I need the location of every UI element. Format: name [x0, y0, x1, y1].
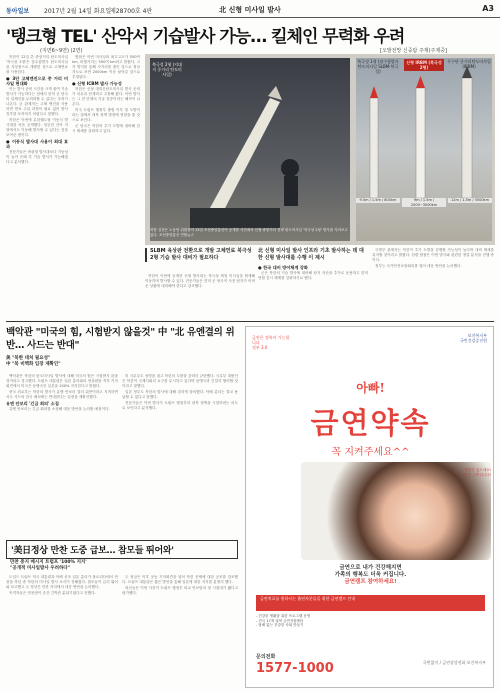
graphic-label-red: 신형 IRBM (북극성 2형) [404, 59, 444, 71]
ad-footer: 국번없이 / 금연상담전화 보건복지부 [422, 660, 486, 665]
page-number: A3 [482, 4, 494, 13]
lead-byline-right: [오발전망 신중탐 주제(주제중] [380, 48, 447, 54]
issue-number: 제28700호 4판 [110, 8, 153, 15]
ad-quote: 중간은 잊으세요! 지금은 금연입니다! [461, 468, 491, 477]
section-title: 北 신형 미사일 발사 [219, 6, 281, 14]
spec-mid: 9.5m / 1.5m / 800km [356, 198, 400, 203]
lead-byline: (지면6~9면) (2면) [40, 48, 83, 54]
missile-comparison [356, 58, 492, 241]
lead-column-4: ● 한국 대비 방어체계 강화 군은 북한의 기습 발사에 대비해 탐지 자산을 추가로 운용하고 한미 연합 감시 체계를 강화하기로 했다. [258, 265, 368, 280]
story3-subhead: 만찬 중지 메시지 트럼프 '100% 지지' "공개적 미사일발사 우려하다" [10, 560, 87, 571]
photo-caption: 북한 김정은 노동당 위원장이 13일 조선중앙통신이 공개한 사진에서 신형 중장거리 전략 탄도미사일 '북극성 2형' 발사를 지켜보고 있다. 조선중앙통신 연합뉴스 [150, 228, 348, 237]
list-item: - 담배 없는 건강한 사회 만들기 [256, 623, 304, 628]
section-divider [6, 321, 494, 322]
lead-column-2: 합참은 이번 미사일의 최고고도가 550여 km, 비행거리는 500여 km라고 밝혔다. 고각 발사를 통해 사거리를 줄인 것으로 정상 각도로 쏘면 2000km 이상 날아갈 것으로 추정된다. ● 신형 ICBM 발사 가능성 북한은 신형 대륙간탄도미사일 발사 준비가 마무리 단계라고 주장해 왔다. 이번 발사는 그 전 단계의 기술 검증이라는 해석이 나온다. 미국 트럼프 행정부 출범 이후 첫 도발이라는 점에서 대북 정책 방향에 영향을 줄 것으로 보인다. 군 당국은 북한의 추가 도발에 대비해 감시 태세를 강화하고 있다. [72, 55, 140, 133]
story3-column-2: 두 정상은 이후 공동 기자회견을 열어 북한 문제에 대한 공조를 강조했다. 트럼프 대통령은 짧은 발언을 통해 일본에 대한 지지를 분명히 했다. 외신들은 이번 사건이 트럼프 행정부 외교 안보팀의 첫 시험대가 됐다고 평가했다. [122, 575, 238, 595]
ad-phone-label: 문의전화 [256, 654, 276, 660]
launch-photo [150, 58, 350, 241]
ad-title-dad: 아빠! [356, 381, 385, 395]
ad-side-text: 금연은 정복이 가능합니다 정부 3.0 [252, 335, 290, 350]
lead-column-5: 국방부 관계자는 북한이 추가 도발을 감행할 가능성이 높다며 대비 태세를 유지할 것이라고 밝혔다. 한편 합참은 이번 발사와 관련한 정밀 분석을 진행 중이다. 정부는 국가안전보장회의를 열어 대응 방안을 논의했다. [372, 248, 494, 268]
graphic-label-mid: 북극성 1형 (잠수함발사 탄도미사일 SLBM-북극성) [357, 59, 399, 74]
story3-headline: '美日정상 만찬 도중 급보… 참모들 뛰어와' [6, 540, 238, 559]
ad-info-bar: 금연치료를 원하시는 흡연자분들을 위한 금연캠프 안내 [256, 595, 485, 611]
ad-phone-number[interactable]: 1577-1000 [256, 661, 334, 676]
list-item: - 전국 17개 권역 금연지원센터 [256, 618, 304, 623]
ad-sponsor-logos: 보건복지부 국민건강증진원 [459, 333, 487, 343]
newspaper-logo: 동아일보 [6, 8, 30, 15]
story3-column-1: 도널드 트럼프 미국 대통령과 아베 신조 일본 총리가 플로리다에서 만찬을 하던 중 북한의 미사일 발사 소식이 전해졌다. 참모들이 급히 뛰어와 보고했고 두 정상은 만찬 자리에서 대응 방안을 논의했다. 목격자들은 만찬장이 순간 긴박한 분위기였다고 전했다. [6, 575, 118, 595]
ad-title-keep: 꼭 지켜주세요^^ [331, 447, 410, 458]
graphic-label-right: 무수단 중거리탄도미사일 (IRBM) [447, 59, 491, 69]
lead-headline: '탱크형 TEL' 산악서 기습발사 가능… 킬체인 무력화 우려 [6, 27, 405, 47]
story2-column-2: 미 국무부도 성명을 내고 북한의 도발을 강력히 규탄했다. 국무부 대변인은 북한이 국제사회의 요구를 무시하고 있다며 동맹국과 긴밀히 협력할 것이라고 말했다. 일본 정부도 북한의 발사에 대해 강하게 항의했다. 아베 총리는 결코 용납할 수 없다고 말했다. 전문가들은 이번 발사가 트럼프 행정부의 대북 정책을 시험하려는 의도로 보인다고 분석했다. [122, 374, 238, 410]
page-header [0, 0, 500, 18]
ad-message: 금연으로 내가 건강해지면 가족의 행복도 더욱 커집니다. 금연캠프 참여하세요! [334, 565, 407, 585]
story2-column-1: 백악관은 북한의 탄도미사일 발사에 대해 미국의 힘은 시험받지 않을 것이라고 경고했다. 트럼프 대통령은 일본 총리와의 정상회담 직후 기자회견에서 미국은 동맹국인 일본을 100% 지지한다고 밝혔다. 중국 외교부는 북한의 발사가 유엔 안보리 결의 위반이라고 지적하면서도 사드의 한국 배치에는 반대한다는 입장을 재확인했다. 유엔 안보리 '긴급 회의' 소집 유엔 안보리는 긴급 회의를 소집해 대응 방안을 논의할 예정이다. [6, 374, 118, 411]
story2-subhead: 美 "북한 대처 필요성" 中 "북 비핵화 입장 재확인" [6, 356, 61, 367]
lead-column-1: 북한이 12일 쏜 중장거리 탄도미사일 '북극성 2형'은 잠수함발사 탄도미사일을 지상용으로 개량한 것으로 고체연료를 사용한다. ● 3단 고체엔진으로 중 거리 미사일 현대화 이는 발사 준비 시간을 크게 줄여 기습 발사가 가능하다는 점에서 한미 군 당국의 킬체인을 무력화할 수 있다는 우려가 나온다. 군 관계자는 고체 엔진을 사용하면 연료 주입 과정이 필요 없어 발사 징후를 포착하기 어렵다고 말했다. 북한은 이번에 무한궤도형 이동식 발사대를 처음 공개했다. 험준한 산악 지형에서도 이동해 발사할 수 있다는 것을 보여준 셈이다. ● 이동식 발사대 사용이 최대 효과 전문가들은 바퀴형 발사대보다 기동성이 높아 은폐 후 기습 발사가 가능해졌다고 분석했다. [6, 55, 68, 164]
anti-smoking-ad[interactable] [245, 326, 494, 688]
graphic-label-left: 북극성 2형 (지대지 중거리 탄도미사일) [152, 62, 182, 77]
story2-headline: 백악관 "미국의 힘, 시험받지 않을것" 中 "北 유엔결의 위반… 사드는 반대" [6, 327, 235, 351]
lead-column-3: 북한이 이번에 공개한 신형 발사대는 북극성 계열 미사일을 탑재해 이동하며 발사할 수 있다. 전문가들은 한미 군 당국이 사전 탐지가 어려운 상황에 대비해야 한다고 강조했다. [145, 274, 255, 288]
issue-date: 2017년 2월 14일 화요일 [44, 8, 112, 15]
spec-red: 9m / 1.5m / 2000~3000km [402, 198, 446, 207]
list-item: - 건강한 생활을 위한 프로그램 운영 [256, 614, 311, 618]
pull-quote-2: 北 신형 미사일 발사 인프라 기초 발사하는 데 대한 신형 발사대를 수행 이 제시 [258, 248, 364, 261]
spec-right: 12m / 1.5m / 3500km [448, 198, 492, 203]
ad-title-promise: 금연약속 [310, 406, 431, 440]
pull-quote-1: SLBM 육상판 전환으로 개발 고체연료 북극성 2형 기습 발사 대비가 필요하다 [145, 248, 255, 262]
ad-info-list [256, 614, 485, 628]
